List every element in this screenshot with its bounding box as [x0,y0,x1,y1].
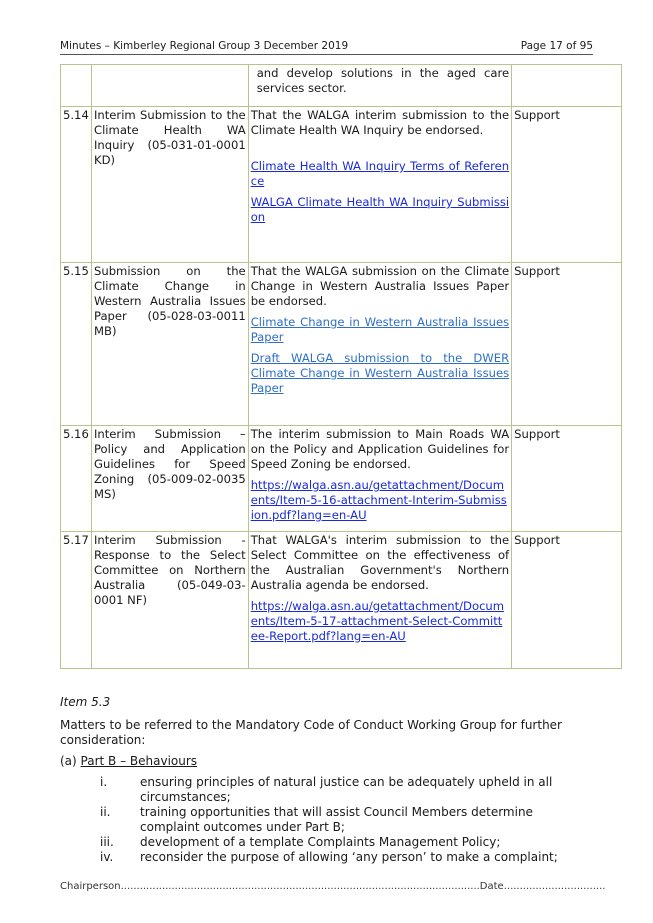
resolution-text: That WALGA's interim submission to the Select Committee on the effectiveness of the Australian Government's Northern Australia agenda be endorsed. [250,533,510,592]
issues-paper-link[interactable]: Climate Change in Western Australia Issues Paper [250,315,510,344]
header-title: Minutes – Kimberley Regional Group 3 December 2019 [60,40,349,52]
item-5-3-section [60,695,590,865]
item-number: 5.16 [61,426,92,532]
page-number: Page 17 of 95 [520,40,593,52]
draft-submission-link[interactable]: Draft WALGA submission to the DWER Climate Change in Western Australia Issues Paper [250,351,510,395]
position: Support [512,107,622,263]
list-item: ii. training opportunities that will assist Council Members determine complaint outcomes under Part B; [100,805,533,834]
part-heading: (a) Part B – Behaviours [60,754,198,768]
table-row [61,107,622,263]
item-title: Submission on the Climate Change in Western Australia Issues Paper (05-028-03-0011 MB) [91,263,248,426]
table-row [61,65,622,107]
item-title: Interim Submission – Policy and Application Guidelines for Speed Zoning (05-009-02-0035 MS) [91,426,248,532]
list-item: i. ensuring principles of natural justice can be adequately upheld in all circumstances; [100,775,553,804]
terms-of-reference-link[interactable]: Climate Health WA Inquiry Terms of Reference [250,159,510,188]
list-item: iv. reconsider the purpose of allowing ‘any person’ to make a complaint; [100,850,558,864]
table-row [61,426,622,532]
position: Support [512,263,622,426]
item-number: 5.17 [61,532,92,669]
speed-zoning-attachment-link[interactable]: https://walga.asn.au/getattachment/Documents/Item-5-16-attachment-Interim-Submission.pdf?lang=en-AU [250,478,507,522]
resolution-text: The interim submission to Main Roads WA on the Policy and Application Guidelines for Speed Zoning be endorsed. [250,427,510,471]
list-item: iii. development of a template Complaints Management Policy; [100,835,501,849]
continued-text: and develop solutions in the aged care services sector. [256,66,510,95]
resolutions-table [60,64,622,669]
item-title: Interim Submission to the Climate Health WA Inquiry (05-031-01-0001 KD) [91,107,248,263]
select-committee-attachment-link[interactable]: https://walga.asn.au/getattachment/Documents/Item-5-17-attachment-Select-Committee-Report.pdf?lang=en-AU [250,599,505,643]
signature-footer: Chairperson.................................................................................................................Date................................ [60,881,606,892]
table-row [61,263,622,426]
page-header [60,40,593,55]
position: Support [512,532,622,669]
item-title: Interim Submission - Response to the Select Committee on Northern Australia (05-049-03-0001 NF) [91,532,248,669]
item-number: 5.14 [61,107,92,263]
position: Support [512,426,622,532]
intro-text: Matters to be referred to the Mandatory Code of Conduct Working Group for further consideration: [60,718,562,747]
resolution-text: That the WALGA interim submission to the Climate Health WA Inquiry be endorsed. [250,108,510,137]
resolution-text: That the WALGA submission on the Climate Change in Western Australia Issues Paper be endorsed. [250,264,510,308]
climate-health-submission-link[interactable]: WALGA Climate Health WA Inquiry Submission [250,195,510,224]
item-number: 5.15 [61,263,92,426]
table-row [61,532,622,669]
item-label: Item 5.3 [60,695,111,709]
